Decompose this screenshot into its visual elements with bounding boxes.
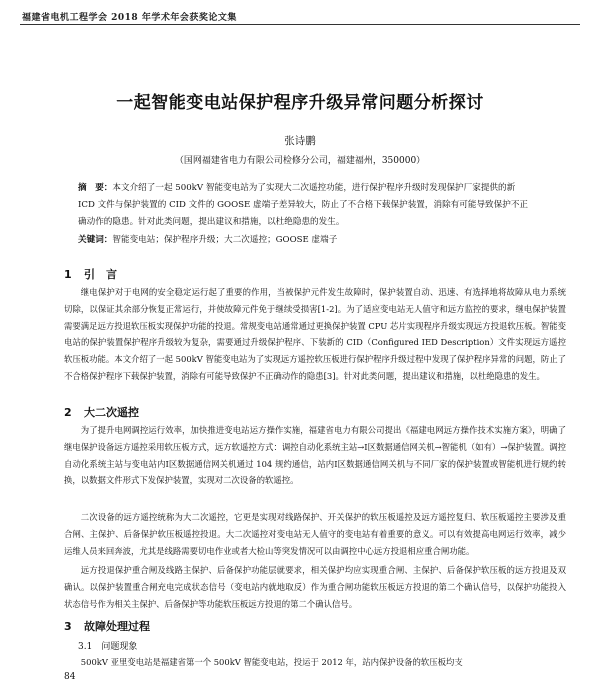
paper-title: 一起智能变电站保护程序升级异常问题分析探讨 bbox=[116, 93, 484, 113]
section-title: 大二次遥控 bbox=[84, 406, 139, 419]
section-title: 故障处理过程 bbox=[84, 620, 150, 633]
section-heading-1 bbox=[64, 266, 117, 282]
author: 张诗鹏 bbox=[284, 135, 316, 147]
running-head: 福建省电机工程学会 2018 年学术年会获奖论文集 bbox=[22, 13, 237, 23]
page-number: 84 bbox=[64, 672, 76, 682]
subsection-heading-3-1: 3.1 问题现象 bbox=[78, 642, 138, 652]
keywords-label: 关键词： bbox=[78, 235, 113, 245]
intro-paragraph: 继电保护对于电网的安全稳定运行起了重要的作用，当被保护元件发生故障时，保护装置自动、迅速、有选择地将故障从电力系统切除，以保证其余部分恢复正常运行，并使故障元件免于继续受损害[1-2]。为了适应变电站无人值守和远方监控的要求，继电保护装置需要满足远方投退软压板实现保护功能的投退。常规变电站通常通过更换保护装置 CPU 芯片实现程序升级实现远方投退软压板。智能变电站的保护装置保护程序升级较为复杂，需要通过升级保护程序、下装新的 CID（Configured IED Description）文件实现远方遥控软压板功能。本文介绍了一起 500kV 智能变电站为了实现远方遥控软压板进行保护程序升级过程中发现了保护程序异常的问题，防止了不合格保护程序下载保护装置，消除有可能导致保护不正确动作的隐患[3]。针对此类问题，提出建议和措施，以杜绝隐患的发生。 bbox=[64, 287, 566, 381]
sec2-paragraph-3: 远方投退保护重合闸及线路主保护、后备保护功能层就要求，相关保护均应实现重合闸、主保护、后备保护软压板的远方投退及双确认。以保护装置重合闸充电完成状态信号（变电站内就地取反）作为重合闸功能软压板远方投退的第二个确认信号，以保护功能投入状态信号作为相关主保护、后备保护等功能软压板远方投退的第二个确认信号。 bbox=[64, 565, 566, 609]
section-heading-3 bbox=[64, 618, 150, 634]
sec2-paragraph-1: 为了提升电网调控运行效率，加快推进变电站运方操作实施，福建省电力有限公司提出《福建电网远方操作技术实施方案》，明确了继电保护设备远方遥控采用软压板方式，远方软遥控方式：调控自动化系统主站→Ⅰ区数据通信网关机→智能机（如有）→保护装置。调控自动化系统主站与变电站内Ⅰ区数据通信网关机通过 104 规约通信，站内Ⅰ区数据通信网关机与不同厂家的保护装置或智能机进行规约转换，以数据文件形式下发保护装置，实现对二次设备的软遥控。 bbox=[64, 425, 566, 486]
sec3-paragraph-1: 500kV 亚里变电站是福建省第一个 500kV 智能变电站，投运于 2012 年，站内保护设备的软压板均支 bbox=[80, 657, 463, 667]
abstract bbox=[78, 180, 530, 231]
sec2-paragraph-2: 二次设备的远方遥控统称为大二次遥控，它更是实现对线路保护、开关保护的软压板遥控及远方遥控复归、软压板遥控主要涉及重合闸、主保护、后备保护软压板遥控投退。大二次遥控对变电站无人值守的变电站有着重要的意义。可以有效提高电网运行效率，减少运维人员来回奔波，尤其是线路需要切电作业或者大检山等突发情况可以由调控中心远方投退相应重合闸功能。 bbox=[64, 512, 566, 556]
section-number: 1 bbox=[64, 268, 72, 281]
keywords-text: 智能变电站；保护程序升级；大二次遥控；GOOSE 虚端子 bbox=[112, 235, 338, 245]
header-rule bbox=[20, 24, 580, 25]
section-heading-2 bbox=[64, 404, 139, 420]
affiliation: （国网福建省电力有限公司检修分公司，福建福州，350000） bbox=[174, 156, 426, 166]
section-title: 引 言 bbox=[84, 268, 117, 281]
abstract-text: 本文介绍了一起 500kV 智能变电站为了实现大二次遥控功能，进行保护程序升级时发现保护厂家提供的新 ICD 文件与保护装置的 CID 文件的 GOOSE 虚端子差异较大，防止了不合格下载保护装置，消除有可能导致保护不正确动作的隐患。针对此类问题，提出建议和措施，以杜绝隐患的发生。 bbox=[78, 183, 529, 227]
abstract-label: 摘 要： bbox=[78, 183, 113, 193]
section-number: 2 bbox=[64, 406, 72, 419]
keywords bbox=[78, 233, 530, 245]
section-number: 3 bbox=[64, 620, 72, 633]
